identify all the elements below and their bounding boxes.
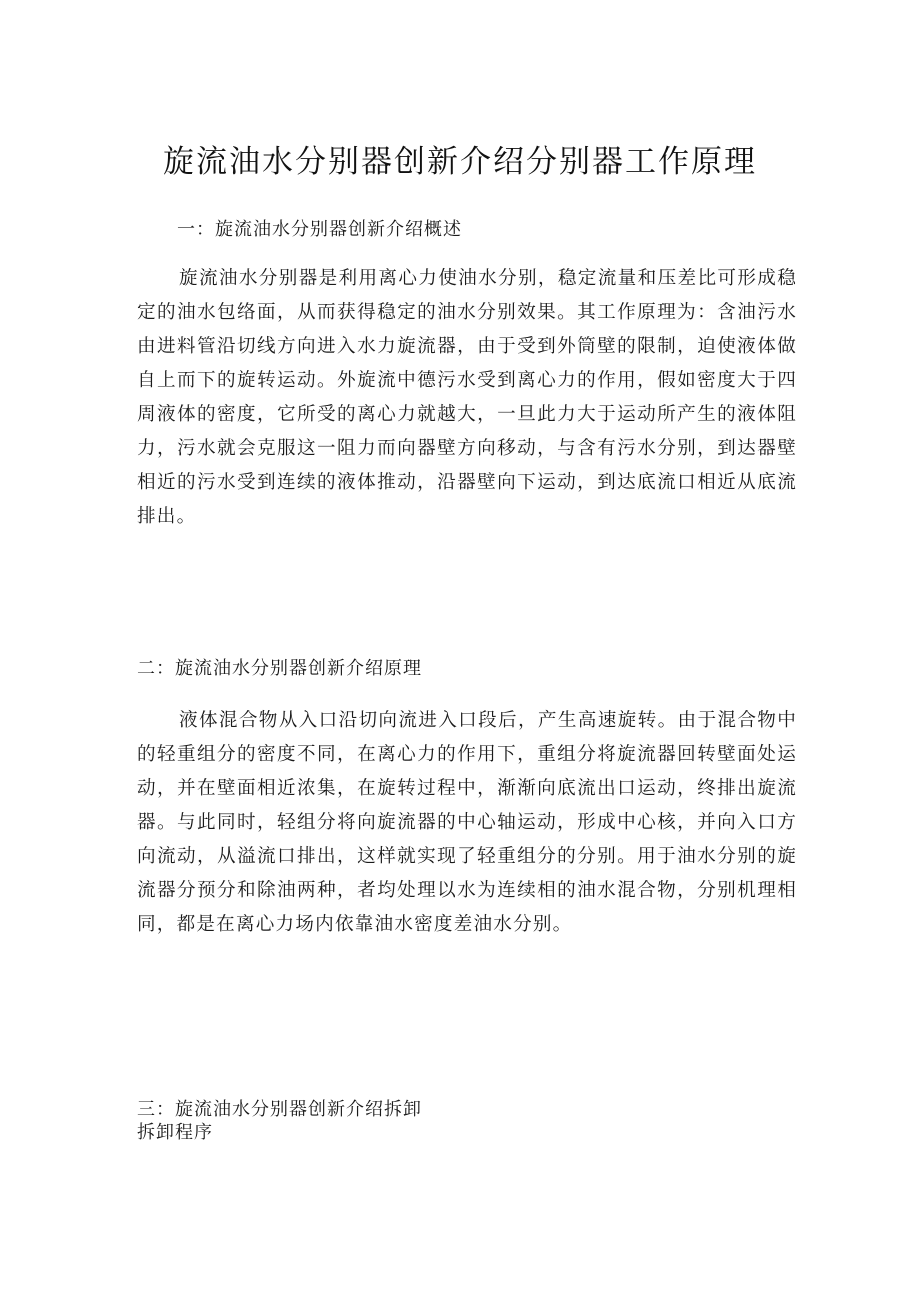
section-2-paragraph: 液体混合物从入口沿切向流进入口段后，产生高速旋转。由于混合物中的轻重组分的密度不同，在离心力的作用下，重组分将旋流器回转壁面处运动，并在壁面相近浓集，在旋转过程中，渐渐向底流出口运动，终排出旋流器。与此同时，轻组分将向旋流器的中心轴运动，形成中心核，并向入口方向流动，从溢流口排出，这样就实现了轻重组分的分别。用于油水分别的旋流器分预分和除油两种，者均处理以水为连续相的油水混合物，分别机理相同，都是在离心力场内依靠油水密度差油水分别。 [137,710,797,935]
section-1-heading: 一：旋流油水分别器创新介绍概述 [177,219,462,240]
document-title: 旋流油水分别器创新介绍分别器工作原理 [163,144,757,180]
section-1-paragraph: 旋流油水分别器是利用离心力使油水分别，稳定流量和压差比可形成稳定的油水包络面，从而获得稳定的油水分别效果。其工作原理为：含油污水由进料管沿切线方向进入水力旋流器，由于受到外筒壁的限制，迫使液体做自上而下的旋转运动。外旋流中德污水受到离心力的作用，假如密度大于四周液体的密度，它所受的离心力就越大，一旦此力大于运动所产生的液体阻力，污水就会克服这一阻力而向器壁方向移动，与含有污水分别，到达器壁相近的污水受到连续的液体推动，沿器壁向下运动，到达底流口相近从底流排出。 [137,268,797,527]
section-3-heading: 三：旋流油水分别器创新介绍拆卸 [137,1099,422,1120]
section-3-subheading: 拆卸程序 [137,1122,213,1143]
section-2-heading: 二：旋流油水分别器创新介绍原理 [137,658,422,679]
